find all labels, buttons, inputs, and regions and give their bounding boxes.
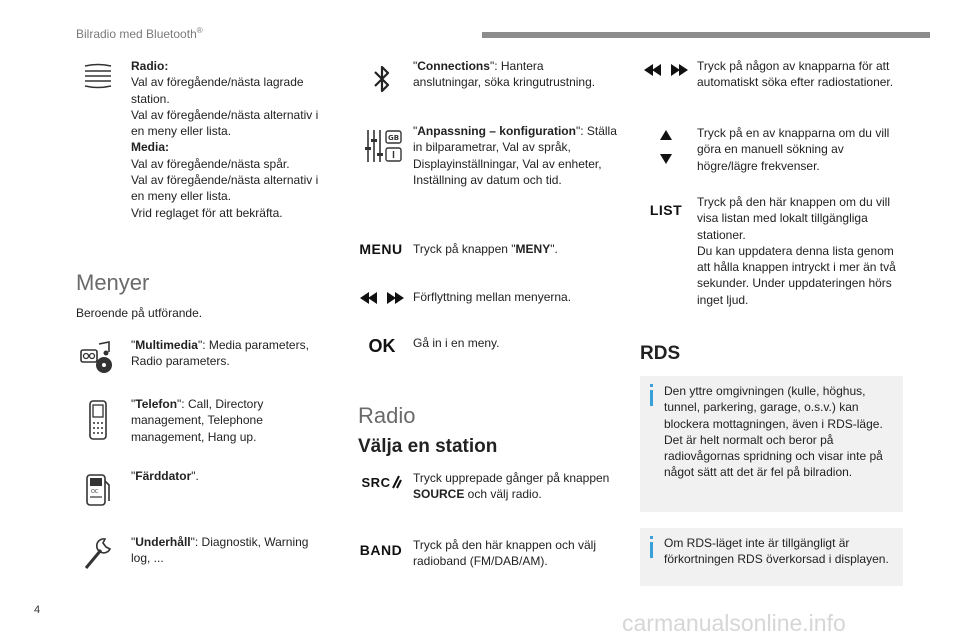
- rds-note-1: [640, 376, 903, 512]
- menus-heading: Menyer: [76, 270, 150, 295]
- anpassning-label: Anpassning – konfiguration: [417, 124, 576, 138]
- band-button-icon: BAND: [359, 542, 403, 558]
- rds-heading: RDS: [640, 343, 681, 364]
- rds-note-1-text: Den yttre omgivningen (kulle, höghus, tunnel, parkering, garage, o.s.v.) kan blockera mottagningen, även i RDS-läge. Det är helt normalt och beror på radiovågornas spridning och visar inte på något sätt att det är fel på bilradion.: [664, 384, 883, 480]
- settings-config-icon: [364, 126, 404, 166]
- media-line-1: Val av föregående/nästa spår.: [131, 156, 290, 171]
- anpassning-description: "Anpassning – konfiguration": Ställa in bilparametrar, Val av språk, Displayinställningar, Val av enheter, Inställning av datum och tid.: [413, 124, 617, 187]
- seek-description: Tryck på någon av knapparna för att automatiskt söka efter radiostationer.: [697, 59, 894, 90]
- list-text-2: Du kan uppdatera denna lista genom att hålla knappen intryckt i mer än två sekunder. Under uppdateringen hörs inget ljud.: [697, 243, 896, 307]
- rotary-knob-icon: [82, 62, 114, 90]
- page-number: 4: [34, 604, 41, 616]
- rds-note-2: [640, 528, 903, 586]
- menu-text-post: ".: [550, 242, 558, 256]
- connections-description: "Connections": Hantera anslutningar, söka kringutrustning.: [413, 59, 596, 90]
- source-label: SOURCE: [413, 487, 465, 502]
- header-bar: [482, 32, 930, 38]
- list-description: [697, 194, 897, 308]
- updown-description: Tryck på en av knapparna om du vill göra en manuell sökning av högre/lägre frekvenser.: [697, 126, 890, 173]
- multimedia-description: "Multimedia": Media parameters, Radio parameters.: [131, 338, 309, 369]
- band-description: Tryck på den här knappen och välj radioband (FM/DAB/AM).: [413, 538, 596, 569]
- underhall-description: "Underhåll": Diagnostik, Warning log, ...: [131, 535, 309, 566]
- farddator-description: "Färddator".: [131, 469, 199, 483]
- radio-label: Radio:: [131, 59, 169, 73]
- farddator-text: ".: [191, 469, 199, 483]
- svg-text:GB: GB: [388, 134, 400, 142]
- media-line-2: Val av föregående/nästa alternativ i en meny eller lista.: [131, 173, 319, 204]
- src-label: SRC: [361, 474, 391, 490]
- src-button-icon: [358, 472, 406, 492]
- src-text-pre: Tryck upprepade gånger på knappen: [413, 471, 610, 485]
- seek-arrows-icon: [644, 62, 688, 78]
- media-label: Media:: [131, 140, 170, 155]
- svg-text:OC: OC: [91, 489, 99, 495]
- farddator-label: Färddator: [135, 469, 192, 483]
- registered-mark: ®: [196, 26, 203, 35]
- menu-description: [413, 241, 558, 257]
- menus-intro: Beroende på utförande.: [76, 306, 203, 320]
- radio-heading: Radio: [358, 403, 416, 428]
- src-description: [413, 470, 613, 503]
- valja-station-heading: Välja en station: [358, 436, 498, 457]
- multimedia-icon: [78, 340, 118, 374]
- menu-button-icon: MENU: [359, 241, 403, 257]
- info-mark-icon: [650, 542, 653, 558]
- media-line-3: Vrid reglaget för att bekräfta.: [131, 205, 283, 220]
- telefon-label: Telefon: [135, 397, 178, 411]
- list-button-icon: LIST: [649, 202, 683, 218]
- multimedia-text: ": Media parameters, Radio parameters.: [131, 338, 309, 369]
- connections-text: ": Hantera anslutningar, söka kringutrustning.: [413, 59, 596, 90]
- ok-description: Gå in i en meny.: [413, 336, 500, 350]
- header-title-text: Bilradio med Bluetooth: [76, 27, 197, 41]
- telefon-description: "Telefon": Call, Directory management, Telephone management, Hang up.: [131, 397, 264, 444]
- ok-button-icon: OK: [368, 335, 396, 356]
- connections-label: Connections: [417, 59, 490, 73]
- underhall-label: Underhåll: [135, 535, 191, 549]
- arrows-description: Förflyttning mellan menyerna.: [413, 290, 572, 304]
- menu-text-pre: Tryck på knappen ": [413, 242, 516, 256]
- multimedia-label: Multimedia: [135, 338, 198, 352]
- info-mark-icon: [650, 390, 653, 406]
- wrench-icon: [82, 536, 114, 572]
- rds-note-2-text: Om RDS-läget inte är tillgängligt är förkortningen RDS överkorsad i displayen.: [664, 536, 889, 567]
- radio-line-2: Val av föregående/nästa alternativ i en meny eller lista.: [131, 107, 319, 139]
- up-down-arrows-icon: [656, 128, 676, 166]
- header-title: [76, 26, 203, 41]
- radio-media-description: [131, 58, 331, 221]
- anpassning-text: ": Ställa in bilparametrar, Val av språk, Displayinställningar, Val av enheter, Inställning av datum och tid.: [413, 124, 617, 187]
- meny-label: MENY: [515, 242, 551, 256]
- list-text-1: Tryck på den här knappen om du vill visa listan med lokalt tillgängliga stationer.: [697, 195, 890, 242]
- radio-line-1: Val av föregående/nästa lagrade station.: [131, 75, 304, 106]
- telephone-icon: [86, 398, 110, 442]
- trip-computer-icon: [84, 472, 112, 508]
- telefon-text: ": Call, Directory management, Telephone management, Hang up.: [131, 397, 264, 444]
- underhall-text: ": Diagnostik, Warning log, ...: [131, 535, 309, 566]
- watermark: carmanualsonline.info: [622, 610, 846, 636]
- left-right-arrows-icon: [360, 290, 404, 306]
- src-text-post: och välj radio.: [464, 487, 542, 502]
- bluetooth-icon: [370, 62, 394, 96]
